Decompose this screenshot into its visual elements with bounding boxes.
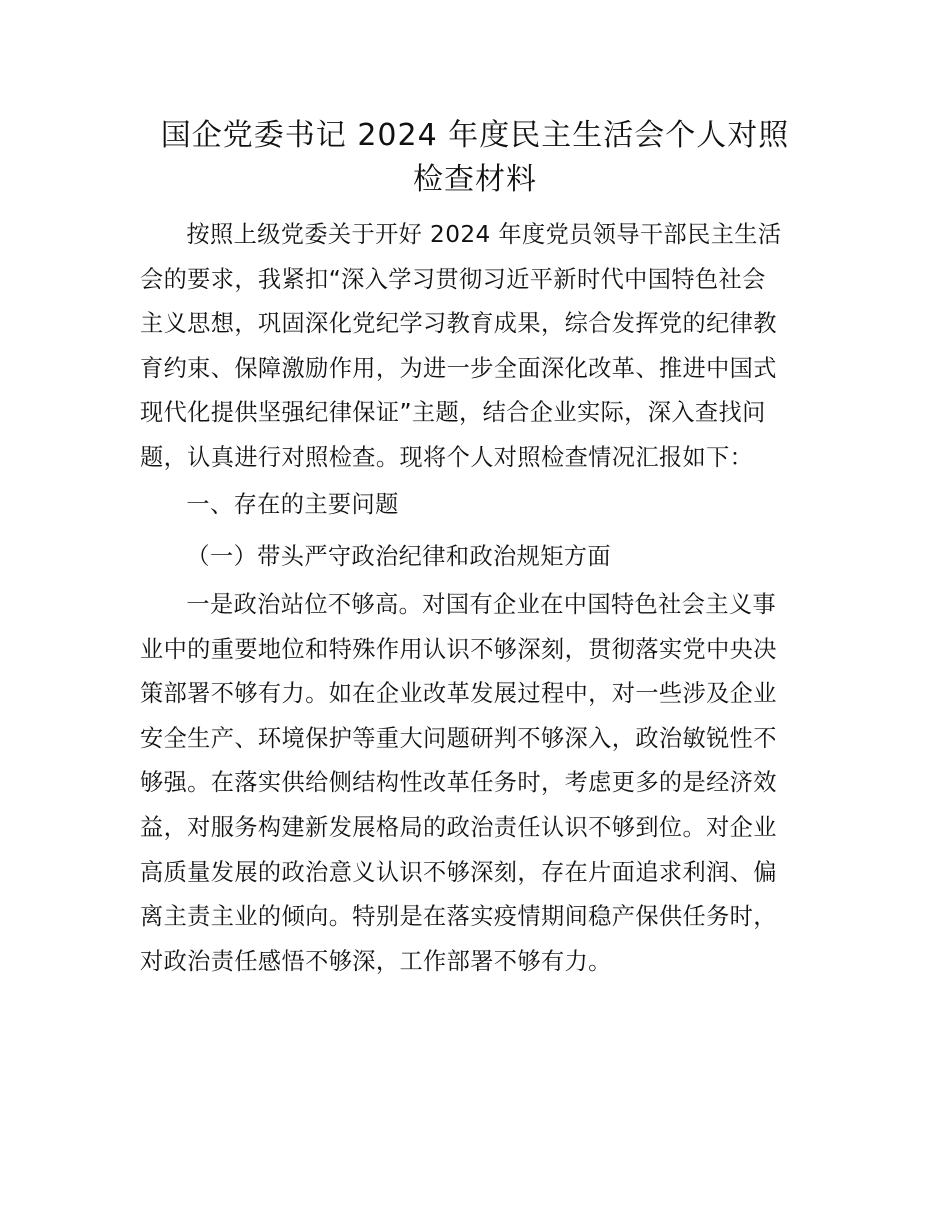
document-title-line-2: 检查材料 [413, 162, 537, 197]
document-title-line-1: 国企党委书记 2024 年度民主生活会个人对照 [160, 118, 790, 153]
subsection-heading-political-discipline: （一）带头严守政治纪律和政治规矩方面 [186, 543, 611, 570]
body-paragraph-political-stance: 一是政治站位不够高。对国有企业在中国特色社会主义事 业中的重要地位和特殊作用认识不够深刻，贯彻落实党中央决 策部署不够有力。如在企业改革发展过程中，对一些涉及企业 安全生产、环境保护等重大问题研判不够深入，政治敏锐性不 够强。在落实供给侧结构性改革任务时，考虑更多的是经济效 益，对服务构建新发展格局的政治责任认识不够到位。对企业 高质量发展的政治意义认识不够深刻，存在片面追求利润、偏 离主责主业的倾向。特别是在落实疫情期间稳产保供任务时， 对政治责任感悟不够深，工作部署不够有力。 [140, 591, 777, 975]
intro-paragraph: 按照上级党委关于开好 2024 年度党员领导干部民主生活 会的要求，我紧扣“深入学习贯彻习近平新时代中国特色社会 主义思想，巩固深化党纪学习教育成果，综合发挥党的纪律教 育约束、保障激励作用，为进一步全面深化改革、推进中国式 现代化提供坚强纪律保证”主题，结合企业实际，深入查找问 题，认真进行对照检查。现将个人对照检查情况汇报如下： [140, 221, 782, 471]
section-heading-main-problems: 一、存在的主要问题 [186, 491, 399, 518]
